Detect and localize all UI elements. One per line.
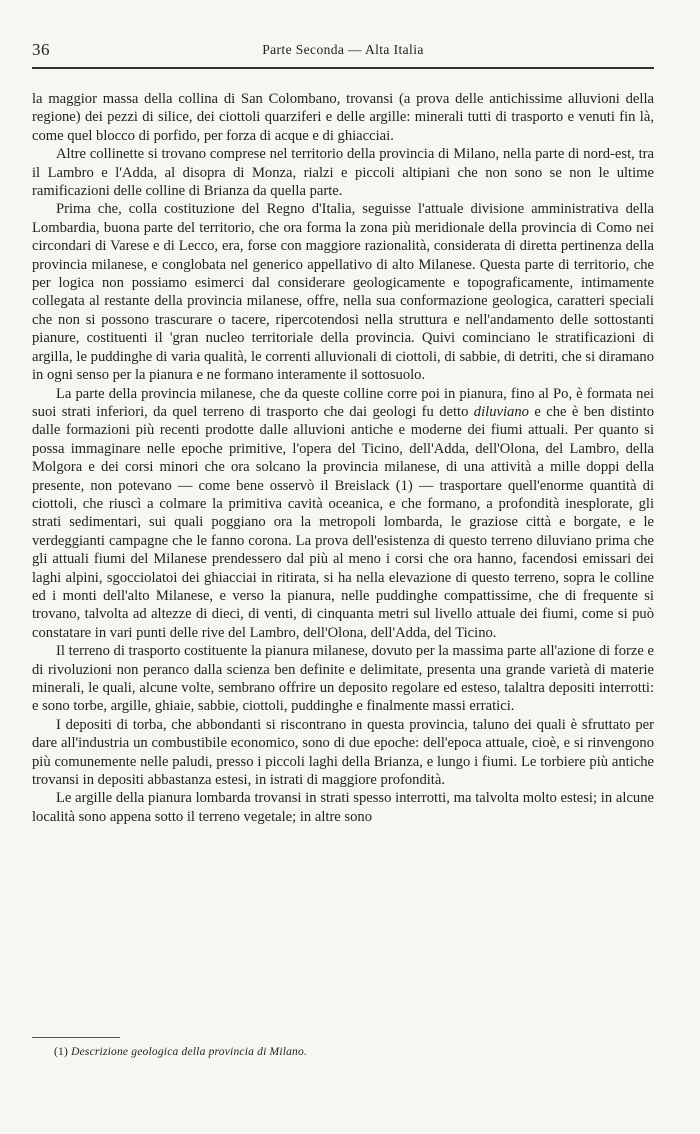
page-number: 36	[32, 40, 50, 59]
header-rule	[32, 67, 654, 69]
running-title: Parte Seconda — Alta Italia	[262, 42, 424, 57]
page-header	[32, 40, 654, 62]
paragraph: Le argille della pianura lombarda trovansi in strati spesso interrotti, ma talvolta molto estesi; in alcune località sono appena sotto il terreno vegetale; in altre sono	[32, 790, 654, 825]
paragraph: Il terreno di trasporto costituente la pianura milanese, dovuto per la massima parte all'azione di forze e di rivoluzioni non peranco dalla scienza ben definite e delimitate, presenta una grande varietà di materie minerali, le quali, alcune volte, sembrano offrire un deposito regolare ed esteso, talaltra depositi interrotti: e sono torbe, argille, ghiaie, sabbie, ciottoli, puddinghe e finalmente massi erratici.	[32, 643, 654, 715]
paragraph: I depositi di torba, che abbondanti si riscontrano in questa provincia, taluno dei quali è sfruttato per dare all'industria un combustibile economico, sono di due epoche: dell'epoca attuale, cioè, e si rinvengono più comunemente nelle paludi, presso i piccoli laghi della Brianza, e lungo i fiumi. Le torbiere più antiche trovansi in depositi abbastanza estesi, in istrati di maggiore profondità.	[32, 716, 654, 789]
paragraph	[32, 385, 654, 643]
paragraph-text: e che è ben distinto dalle formazioni più recenti prodotte dalle alluvioni antiche e moderne dei fiumi attuali. Per quanto si possa immaginare nelle epoche primitive, l'opera del Ticino, dell'Adda, dell'Olona, del Lambro, della Molgora e dei corsi minori che ora solcano la provincia milanese, di una attività a mille doppi della presente, non potevano — come bene osservò il Breislack (1) — trasportare quell'enorme quantità di ciottoli, che riuscì a colmare la primitiva cavità oceanica, e che formano, a profondità inesplorate, gli strati sedimentari, sui quali poggiano ora la metropoli lombarda, le graziose città e borgate, e le verdeggianti campagne che le fanno corona. La prova dell'esistenza di questo terreno diluviano prima che gli attuali fiumi del Milanese prendessero dal più al meno i corsi che ora hanno, facendosi emissari dei laghi alpini, sgocciolatoi dei ghiacciai in ritirata, si ha nella elevazione di questo terreno, sopra le colline ed i monti dell'alto Milanese, e verso la pianura, nelle puddinghe compattissime, che di frequente si trovano, talvolta ad altezze di dieci, di venti, di cinquanta metri sul livello attuale dei fiumi, come si può constatare in vari punti delle rive del Lambro, dell'Olona, dell'Adda, del Ticino.	[32, 403, 654, 641]
footnote-rule	[32, 1037, 120, 1038]
italic-term: diluviano	[473, 403, 529, 420]
paragraph: la maggior massa della collina di San Colombano, trovansi (a prova delle antichissime alluvioni della regione) dei pezzi di silice, dei ciottoli quarziferi e delle argille: minerali tutti di trasporto e venuti fin là, come quel blocco di porfido, per forza di acque e di ghiacciai.	[32, 91, 654, 144]
footnote-marker: (1)	[54, 1046, 69, 1058]
footnote	[54, 1046, 307, 1058]
paragraph: Prima che, colla costituzione del Regno d'Italia, seguisse l'attuale divisione amministrativa della Lombardia, buona parte del territorio, che ora forma la zona più meridionale della provincia di Como nei circondari di Varese e di Lecco, era, forse con maggiore razionalità, considerata di diretta pertinenza della provincia milanese, e conglobata nel generico appellativo di alto Milanese. Questa parte di territorio, che per logica non possiamo esimerci dal considerare geologicamente e topograficamente, intimamente collegata al restante della provincia milanese, offre, nella sua conformazione geologica, caratteri speciali che non si possono trascurare o tacere, ripercotendosi nella struttura e nell'andamento delle sottostanti pianure, costituenti il 'gran nucleo territoriale della provincia. Quivi cominciano le stratificazioni di argilla, le puddinghe di varia qualità, le correnti alluvionali di ciottoli, di sabbie, di detriti, che si diramano in ogni senso per la pianura e ne formano interamente il sottosuolo.	[32, 201, 654, 384]
paragraph: Altre collinette si trovano comprese nel territorio della provincia di Milano, nella parte di nord-est, tra il Lambro e l'Adda, al disopra di Monza, rialzi e piccoli altipiani che non sono se non le ultime ramificazioni delle colline di Brianza da quella parte.	[32, 146, 654, 200]
paragraph-text: La parte della provincia milanese, che da queste colline corre poi in pianura, fino al Po, è formata nei suoi strati inferiori, da quel terreno di trasporto che dai geologi fu detto	[32, 385, 654, 420]
footnote-text: Descrizione geologica della provincia di Milano.	[71, 1046, 308, 1058]
body-text	[32, 90, 654, 826]
